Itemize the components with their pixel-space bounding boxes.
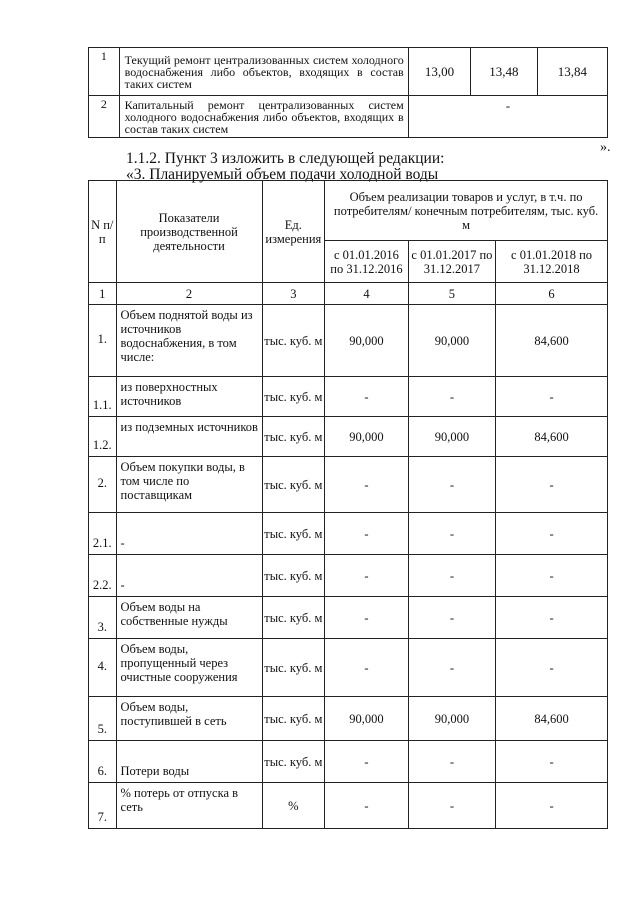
value-2018: - xyxy=(496,639,608,697)
header-number: N п/п xyxy=(89,181,117,283)
header-period-2016: с 01.01.2016 по 31.12.2016 xyxy=(325,241,409,283)
row-indicator: Объем поднятой воды из источников водоснабжения, в том числе: xyxy=(116,305,262,377)
value-2017: - xyxy=(408,513,495,555)
amendment-heading: 1.1.2. Пункт 3 изложить в следующей редакции: xyxy=(126,150,445,167)
section-title: «3. Планируемый объем подачи холодной воды xyxy=(126,166,439,183)
value-2018: 84,600 xyxy=(496,697,608,741)
header-row xyxy=(89,181,608,241)
table-row xyxy=(89,555,608,597)
value-2018: - xyxy=(496,555,608,597)
value-2017: - xyxy=(408,457,495,513)
header-unit: Ед. измерения xyxy=(262,181,325,283)
row-unit: тыс. куб. м xyxy=(262,513,325,555)
table-row xyxy=(89,741,608,783)
closing-quote: ». xyxy=(600,140,611,155)
row-indicator: из поверхностных источников xyxy=(116,377,262,417)
row-number: 3. xyxy=(89,597,117,639)
table-row xyxy=(89,697,608,741)
table-row xyxy=(89,377,608,417)
value-2018: - xyxy=(496,597,608,639)
column-number: 6 xyxy=(496,283,608,305)
value-2017: - xyxy=(408,555,495,597)
value-2017: 90,000 xyxy=(408,697,495,741)
table-row xyxy=(89,639,608,697)
row-number: 1.2. xyxy=(89,417,117,457)
value-2017: - xyxy=(408,377,495,417)
column-number: 5 xyxy=(408,283,495,305)
value-2016: - xyxy=(325,741,409,783)
value-2016: - xyxy=(325,377,409,417)
value-2017: 90,000 xyxy=(408,417,495,457)
row-indicator: Объем воды, поступившей в сеть xyxy=(116,697,262,741)
row-indicator: % потерь от отпуска в сеть xyxy=(116,783,262,829)
value-2018: - xyxy=(496,741,608,783)
header-volume: Объем реализации товаров и услуг, в т.ч. по потребителям/ конечным потребителям, тыс. куб. м xyxy=(325,181,608,241)
value-2016: - xyxy=(325,457,409,513)
value-2016: - xyxy=(325,639,409,697)
value-2018: - xyxy=(496,783,608,829)
row-indicator: Потери воды xyxy=(116,741,262,783)
row-number: 6. xyxy=(89,741,117,783)
column-number-row xyxy=(89,283,608,305)
value-2016: - xyxy=(325,783,409,829)
value-cell: 13,84 xyxy=(537,48,607,96)
value-2016: - xyxy=(325,597,409,639)
table-row xyxy=(89,513,608,555)
value-cell: 13,48 xyxy=(471,48,537,96)
value-2018: 84,600 xyxy=(496,417,608,457)
header-indicator: Показатели производственной деятельности xyxy=(116,181,262,283)
row-unit: тыс. куб. м xyxy=(262,377,325,417)
value-2018: - xyxy=(496,377,608,417)
row-indicator: Объем покупки воды, в том числе по поставщикам xyxy=(116,457,262,513)
row-number: 2 xyxy=(89,96,120,138)
row-unit: тыс. куб. м xyxy=(262,457,325,513)
row-unit: тыс. куб. м xyxy=(262,417,325,457)
value-2018: - xyxy=(496,513,608,555)
row-number: 1. xyxy=(89,305,117,377)
row-number: 2.1. xyxy=(89,513,117,555)
value-2016: 90,000 xyxy=(325,697,409,741)
value-cell: 13,00 xyxy=(408,48,470,96)
header-period-2018: с 01.01.2018 по 31.12.2018 xyxy=(496,241,608,283)
row-number: 4. xyxy=(89,639,117,697)
row-unit: тыс. куб. м xyxy=(262,597,325,639)
row-number: 7. xyxy=(89,783,117,829)
cold-water-supply-table xyxy=(88,180,608,829)
column-number: 2 xyxy=(116,283,262,305)
table-row xyxy=(89,597,608,639)
row-description: Капитальный ремонт централизованных систем холодного водоснабжения либо объектов, входящих в состав таких систем xyxy=(119,96,408,138)
row-number: 1 xyxy=(89,48,120,96)
column-number: 4 xyxy=(325,283,409,305)
value-2017: 90,000 xyxy=(408,305,495,377)
value-2018: 84,600 xyxy=(496,305,608,377)
column-number: 1 xyxy=(89,283,117,305)
row-unit: тыс. куб. м xyxy=(262,555,325,597)
value-2016: 90,000 xyxy=(325,305,409,377)
value-2017: - xyxy=(408,597,495,639)
row-number: 1.1. xyxy=(89,377,117,417)
row-unit: тыс. куб. м xyxy=(262,639,325,697)
value-2016: 90,000 xyxy=(325,417,409,457)
table-row xyxy=(89,305,608,377)
value-2017: - xyxy=(408,639,495,697)
row-unit: % xyxy=(262,783,325,829)
value-2016: - xyxy=(325,513,409,555)
row-indicator: Объем воды на собственные нужды xyxy=(116,597,262,639)
row-description: Текущий ремонт централизованных систем холодного водоснабжения либо объектов, входящих в состав таких систем xyxy=(119,48,408,96)
tariff-continuation-table xyxy=(88,47,608,138)
column-number: 3 xyxy=(262,283,325,305)
value-2017: - xyxy=(408,741,495,783)
row-number: 2.2. xyxy=(89,555,117,597)
table-row xyxy=(89,96,608,138)
table-row xyxy=(89,783,608,829)
row-indicator: - xyxy=(116,555,262,597)
value-2018: - xyxy=(496,457,608,513)
row-indicator: из подземных источников xyxy=(116,417,262,457)
table-row xyxy=(89,457,608,513)
table-row xyxy=(89,417,608,457)
value-2017: - xyxy=(408,783,495,829)
row-unit: тыс. куб. м xyxy=(262,741,325,783)
row-unit: тыс. куб. м xyxy=(262,305,325,377)
row-unit: тыс. куб. м xyxy=(262,697,325,741)
value-2016: - xyxy=(325,555,409,597)
table-row xyxy=(89,48,608,96)
row-indicator: Объем воды, пропущенный через очистные сооружения xyxy=(116,639,262,697)
row-number: 2. xyxy=(89,457,117,513)
header-period-2017: с 01.01.2017 по 31.12.2017 xyxy=(408,241,495,283)
row-number: 5. xyxy=(89,697,117,741)
merged-value-cell: - xyxy=(408,96,607,138)
row-indicator: - xyxy=(116,513,262,555)
